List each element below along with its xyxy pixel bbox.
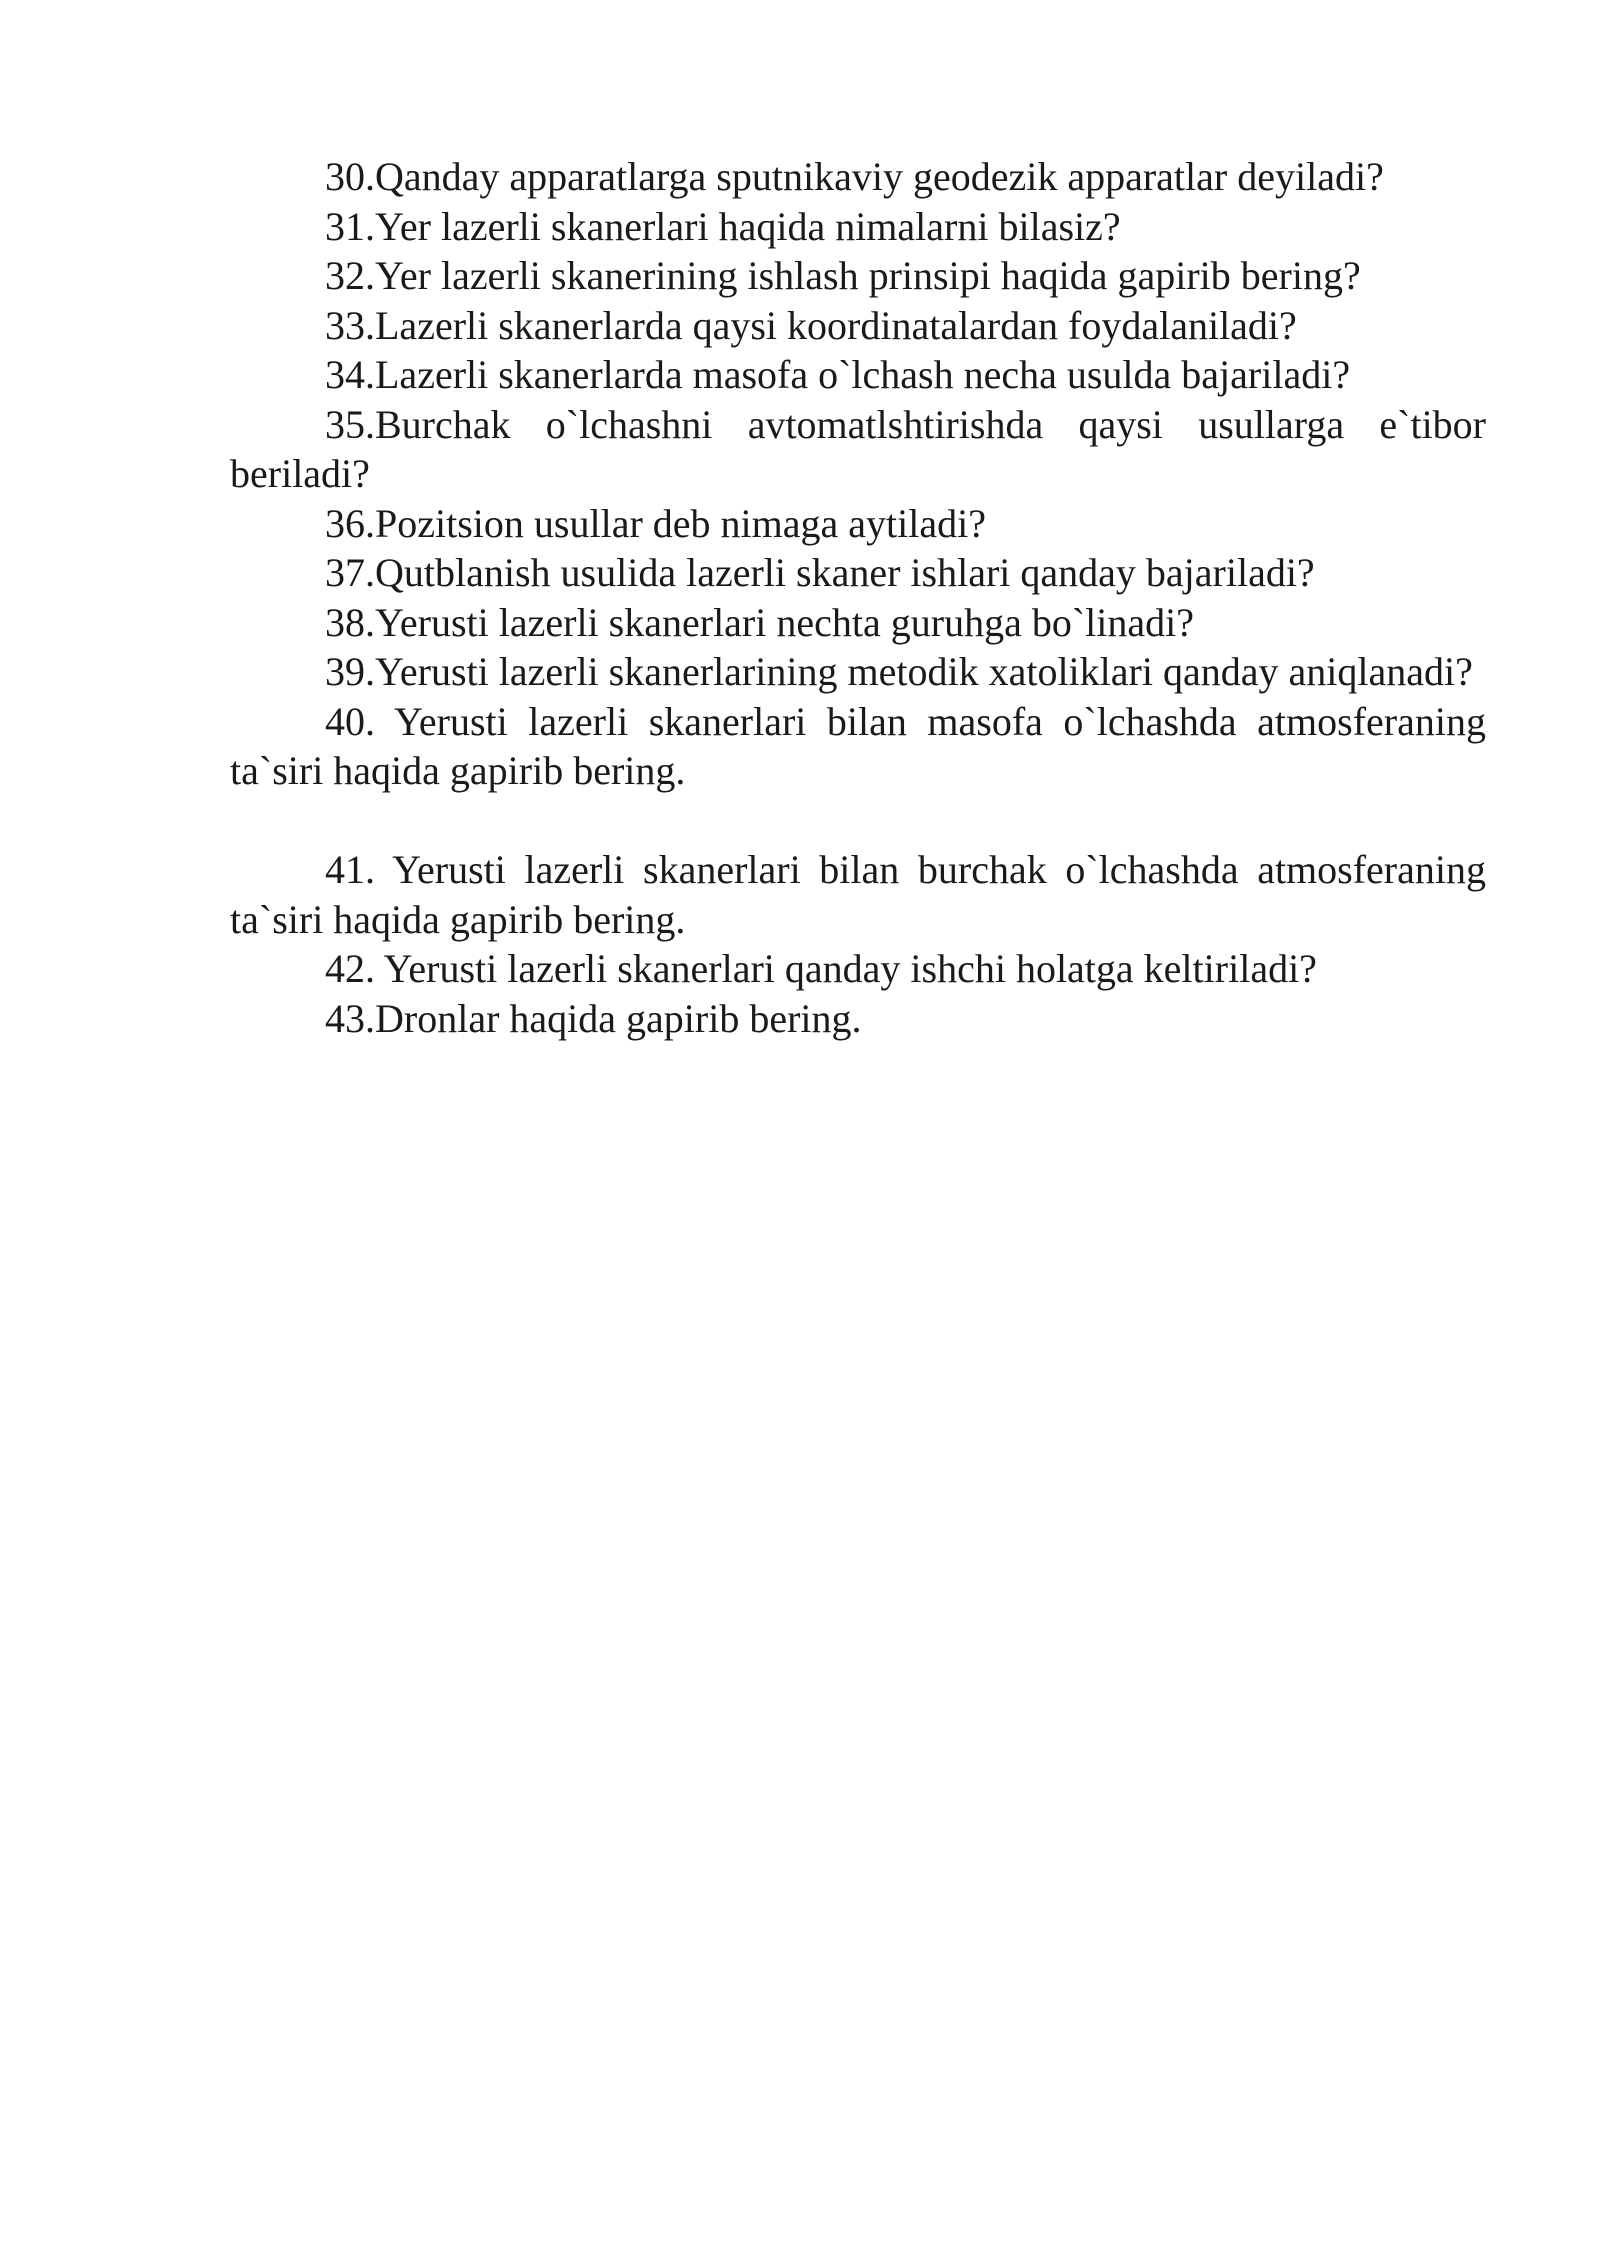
question-38: 38.Yerusti lazerli skanerlari nechta guruhga bo`linadi? [325,599,1194,645]
paragraph-gap [230,796,1486,846]
question-43: 43.Dronlar haqida gapirib bering. [325,995,862,1041]
question-30: 30.Qanday apparatlarga sputnikaviy geodezik apparatlar deyiladi? [325,154,1384,199]
question-33: 33.Lazerli skanerlarda qaysi koordinatalardan foydalaniladi? [325,302,1297,348]
question-34: 34.Lazerli skanerlarda masofa o`lchash necha usulda bajariladi? [325,352,1351,397]
question-42: 42. Yerusti lazerli skanerlari qanday ishchi holatga keltiriladi? [325,946,1317,991]
question-41: 41. Yerusti lazerli skanerlari bilan burchak o`lchashda atmosferaning ta`siri haqida gapirib bering. [230,847,1486,942]
question-39: 39.Yerusti lazerli skanerlarining metodik xatoliklari qanday aniqlanadi? [325,649,1473,694]
question-40: 40. Yerusti lazerli skanerlari bilan masofa o`lchashda atmosferaning ta`siri haqida gapirib bering. [230,698,1486,793]
question-31: 31.Yer lazerli skanerlari haqida nimalarni bilasiz? [325,203,1121,249]
question-list [230,152,1486,1043]
question-35: 35.Burchak o`lchashni avtomatlshtirishda qaysi usullarga e`tibor beriladi? [230,401,1486,496]
question-37: 37.Qutblanish usulida lazerli skaner ishlari qanday bajariladi? [325,550,1315,595]
question-32: 32.Yer lazerli skanerining ishlash prinsipi haqida gapirib bering? [325,253,1361,298]
question-36: 36.Pozitsion usullar deb nimaga aytiladi? [325,500,986,546]
